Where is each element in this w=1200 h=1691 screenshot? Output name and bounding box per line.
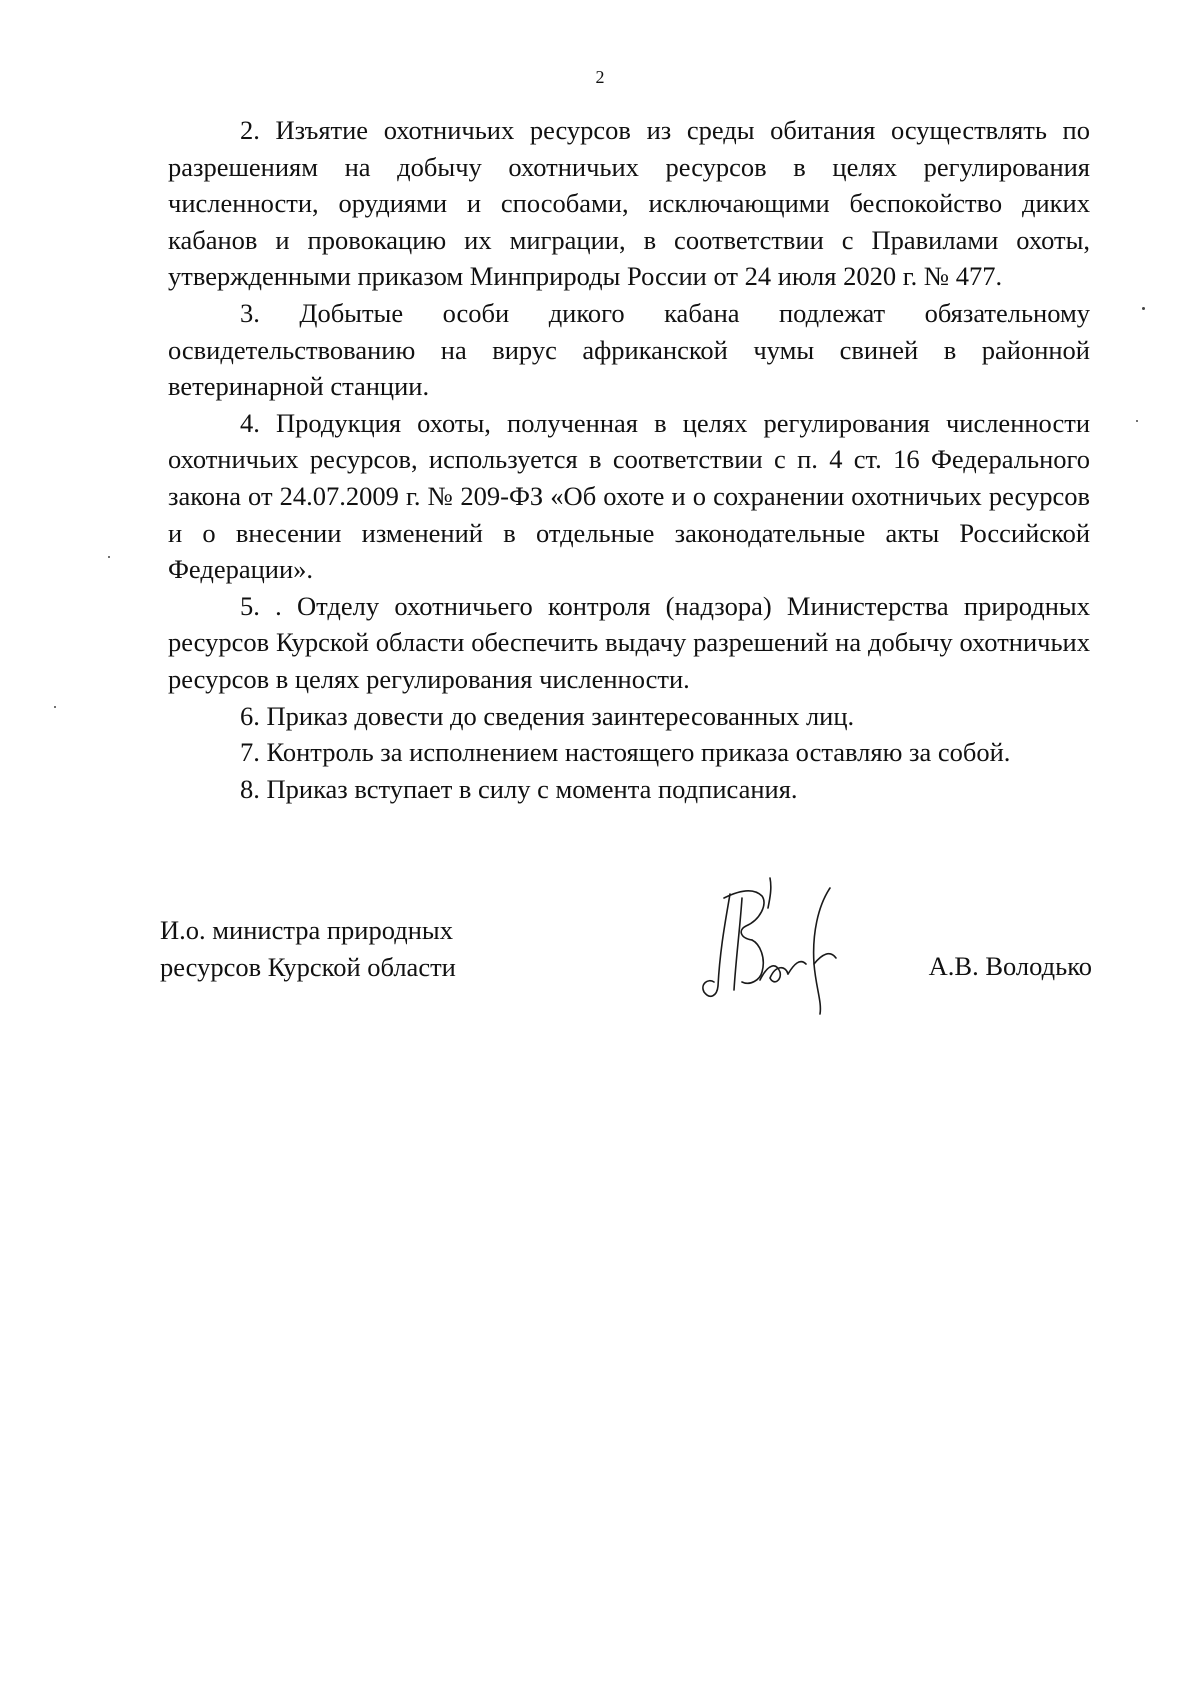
signatory-name: А.В. Володько — [928, 951, 1092, 981]
paragraph-4: 4. Продукция охоты, полученная в целях регулирования численности охотничьих ресурсов, используется в соответствии с п. 4 ст. 16 Федерального закона от 24.07.2009 г. № 209-ФЗ «Об охоте и о сохранении охотничьих ресурсов и о внесении изменений в отдельные законодательные акты Российской Федерации». — [168, 407, 1090, 585]
signatory-title — [160, 912, 520, 985]
signatory-title-line-2: ресурсов Курской области — [160, 951, 456, 982]
signatory-title-line-1: И.о. министра природных — [160, 915, 453, 945]
handwritten-signature — [690, 868, 870, 1018]
signature-block — [0, 900, 1200, 1020]
scan-speck — [108, 556, 110, 558]
paragraph-8: 8. Приказ вступает в силу с момента подписания. — [240, 773, 798, 804]
scan-speck — [1142, 307, 1145, 310]
paragraph-5: 5. . Отделу охотничьего контроля (надзора) Министерства природных ресурсов Курской области обеспечить выдачу разрешений на добычу охотничьих ресурсов в целях регулирования численности. — [168, 590, 1090, 694]
paragraph-6: 6. Приказ довести до сведения заинтересованных лиц. — [240, 700, 855, 731]
scan-speck — [54, 706, 56, 708]
scan-speck — [1136, 420, 1138, 422]
paragraph-3: 3. Добытые особи дикого кабана подлежат обязательному освидетельствованию на вирус африканской чумы свиней в районной ветеринарной станции. — [168, 297, 1090, 402]
document-body — [168, 112, 1090, 807]
paragraph-7: 7. Контроль за исполнением настоящего приказа оставляю за собой. — [240, 737, 1011, 768]
paragraph-2: 2. Изъятие охотничьих ресурсов из среды обитания осуществлять по разрешениям на добычу охотничьих ресурсов в целях регулирования численности, орудиями и способами, исключающими беспокойство диких кабанов и провокацию их миграции, в соответствии с Правилами охоты, утвержденными приказом Минприроды России от 24 июля 2020 г. № 477. — [168, 115, 1090, 292]
page-number: 2 — [595, 67, 605, 87]
